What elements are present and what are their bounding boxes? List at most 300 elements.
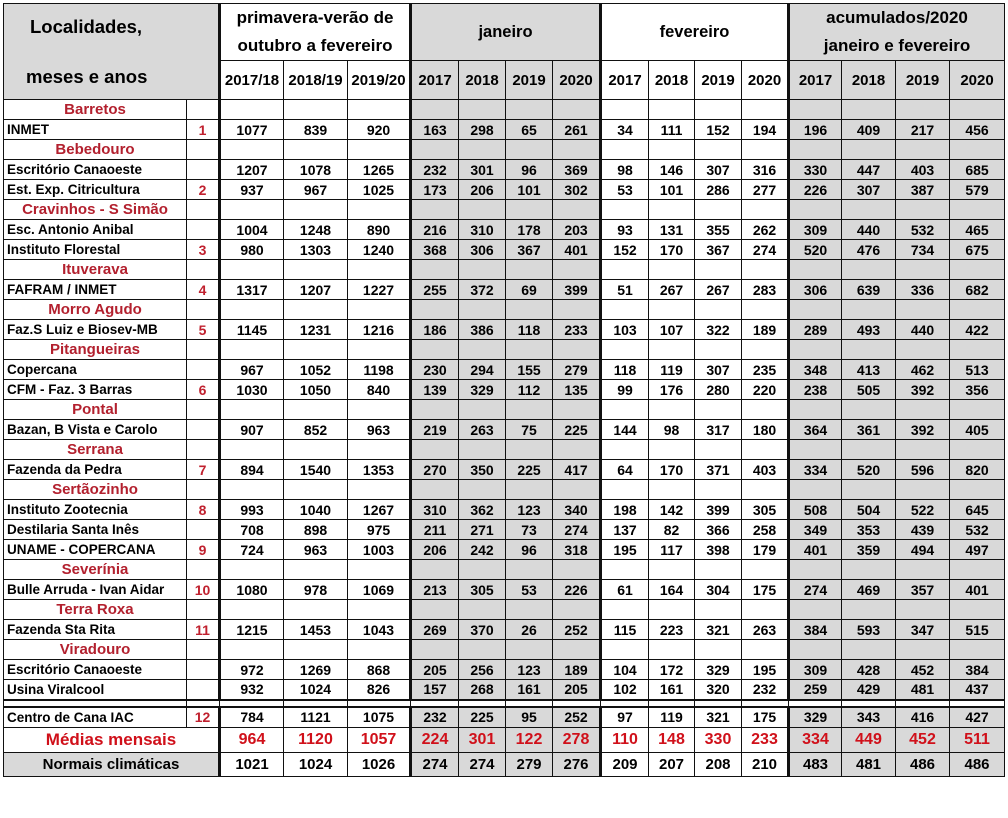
value-cell: 1227 (348, 280, 411, 300)
value-cell: 259 (789, 680, 842, 700)
value-cell: 1303 (284, 240, 348, 260)
blank-cell (459, 140, 506, 160)
media-cell: 110 (601, 728, 649, 753)
value-cell: 520 (842, 460, 896, 480)
media-cell: 511 (950, 728, 1005, 753)
blank-cell (742, 140, 789, 160)
station-number (187, 420, 220, 440)
value-cell: 274 (789, 580, 842, 600)
value-cell: 366 (695, 520, 742, 540)
value-cell: 152 (695, 120, 742, 140)
value-cell: 362 (459, 500, 506, 520)
value-cell: 596 (896, 460, 950, 480)
station-number (187, 220, 220, 240)
value-cell: 309 (789, 660, 842, 680)
value-cell: 1353 (348, 460, 411, 480)
blank-cell (459, 340, 506, 360)
value-cell: 350 (459, 460, 506, 480)
blank-cell (649, 200, 695, 220)
table-row (4, 180, 1005, 200)
value-cell: 230 (411, 360, 459, 380)
blank-cell (220, 260, 284, 280)
value-cell: 993 (220, 500, 284, 520)
value-cell: 387 (896, 180, 950, 200)
value-cell: 118 (601, 360, 649, 380)
value-cell: 279 (553, 360, 601, 380)
blank-cell (553, 200, 601, 220)
blank-cell (284, 640, 348, 660)
value-cell: 336 (896, 280, 950, 300)
value-cell: 96 (506, 540, 553, 560)
blank-cell (553, 300, 601, 320)
table-row (4, 240, 1005, 260)
value-cell: 267 (695, 280, 742, 300)
value-cell: 119 (649, 360, 695, 380)
value-cell: 593 (842, 620, 896, 640)
blank-cell (695, 480, 742, 500)
table-row (4, 220, 1005, 240)
blank-cell (842, 200, 896, 220)
blank-cell (553, 260, 601, 280)
value-cell: 329 (695, 660, 742, 680)
value-cell: 1207 (284, 280, 348, 300)
value-cell: 1248 (284, 220, 348, 240)
value-cell: 1207 (220, 160, 284, 180)
blank-cell (842, 400, 896, 420)
blank-cell (601, 400, 649, 420)
blank-cell (649, 560, 695, 580)
media-cell: 1120 (284, 728, 348, 753)
blank-cell (649, 100, 695, 120)
value-cell: 452 (896, 660, 950, 680)
blank-cell (842, 480, 896, 500)
table-row (4, 660, 1005, 680)
feb-year-0: 2017 (601, 61, 649, 100)
blank-cell (284, 140, 348, 160)
feb-year-1: 2018 (649, 61, 695, 100)
blank-cell (742, 200, 789, 220)
blank-cell (649, 600, 695, 620)
value-cell: 180 (742, 420, 789, 440)
station-number: 8 (187, 500, 220, 520)
value-cell: 1121 (284, 707, 348, 728)
blank-cell (789, 200, 842, 220)
value-cell: 724 (220, 540, 284, 560)
normal-cell: 486 (896, 753, 950, 777)
value-cell: 307 (842, 180, 896, 200)
media-cell: 449 (842, 728, 896, 753)
value-cell: 104 (601, 660, 649, 680)
acc-year-1: 2018 (842, 61, 896, 100)
value-cell: 497 (950, 540, 1005, 560)
blank-cell (284, 480, 348, 500)
blank-cell (284, 600, 348, 620)
value-cell: 368 (411, 240, 459, 260)
value-cell: 932 (220, 680, 284, 700)
value-cell: 75 (506, 420, 553, 440)
value-cell: 392 (896, 420, 950, 440)
value-cell: 428 (842, 660, 896, 680)
value-cell: 97 (601, 707, 649, 728)
value-cell: 493 (842, 320, 896, 340)
city-row (4, 300, 1005, 320)
media-cell: 122 (506, 728, 553, 753)
value-cell: 189 (553, 660, 601, 680)
value-cell: 205 (553, 680, 601, 700)
blank-cell (220, 200, 284, 220)
value-cell: 439 (896, 520, 950, 540)
value-cell: 409 (842, 120, 896, 140)
value-cell: 277 (742, 180, 789, 200)
blank-cell (411, 200, 459, 220)
value-cell: 1003 (348, 540, 411, 560)
value-cell: 101 (649, 180, 695, 200)
blank-cell (842, 140, 896, 160)
blank-cell (506, 260, 553, 280)
value-cell: 532 (950, 520, 1005, 540)
station-number: 3 (187, 240, 220, 260)
separator-cell (411, 700, 459, 707)
table-row (4, 620, 1005, 640)
normal-cell: 208 (695, 753, 742, 777)
city-num-blank (187, 400, 220, 420)
city-name: Severínia (4, 560, 187, 580)
value-cell: 123 (506, 500, 553, 520)
blank-cell (553, 100, 601, 120)
city-num-blank (187, 480, 220, 500)
blank-cell (896, 300, 950, 320)
value-cell: 226 (789, 180, 842, 200)
blank-cell (506, 480, 553, 500)
value-cell: 118 (506, 320, 553, 340)
value-cell: 195 (601, 540, 649, 560)
station-name: Esc. Antonio Anibal (4, 220, 187, 240)
city-name: Serrana (4, 440, 187, 460)
station-number: 1 (187, 120, 220, 140)
blank-cell (742, 260, 789, 280)
value-cell: 144 (601, 420, 649, 440)
table-row (4, 380, 1005, 400)
blank-cell (842, 260, 896, 280)
value-cell: 269 (411, 620, 459, 640)
blank-cell (220, 300, 284, 320)
value-cell: 508 (789, 500, 842, 520)
blank-cell (789, 300, 842, 320)
city-num-blank (187, 340, 220, 360)
blank-cell (601, 340, 649, 360)
table-row (4, 360, 1005, 380)
value-cell: 839 (284, 120, 348, 140)
pv-line2: outubro a fevereiro (237, 36, 393, 55)
value-cell: 123 (506, 660, 553, 680)
city-name: Sertãozinho (4, 480, 187, 500)
value-cell: 307 (695, 360, 742, 380)
value-cell: 401 (789, 540, 842, 560)
value-cell: 440 (842, 220, 896, 240)
blank-cell (742, 440, 789, 460)
value-cell: 343 (842, 707, 896, 728)
normal-cell: 276 (553, 753, 601, 777)
value-cell: 1215 (220, 620, 284, 640)
city-num-blank (187, 300, 220, 320)
blank-cell (348, 140, 411, 160)
blank-cell (284, 200, 348, 220)
value-cell: 1080 (220, 580, 284, 600)
blank-cell (789, 440, 842, 460)
localidades-line2: meses e anos (26, 65, 148, 87)
value-cell: 440 (896, 320, 950, 340)
blank-cell (411, 600, 459, 620)
value-cell: 1216 (348, 320, 411, 340)
media-cell: 148 (649, 728, 695, 753)
blank-cell (896, 340, 950, 360)
blank-cell (695, 100, 742, 120)
normal-cell: 209 (601, 753, 649, 777)
blank-cell (695, 440, 742, 460)
value-cell: 505 (842, 380, 896, 400)
media-cell: 1057 (348, 728, 411, 753)
value-cell: 172 (649, 660, 695, 680)
blank-cell (459, 560, 506, 580)
value-cell: 258 (742, 520, 789, 540)
blank-cell (348, 640, 411, 660)
value-cell: 1077 (220, 120, 284, 140)
station-name: CFM - Faz. 3 Barras (4, 380, 187, 400)
value-cell: 307 (695, 160, 742, 180)
pv-year-0: 2017/18 (220, 61, 284, 100)
value-cell: 1043 (348, 620, 411, 640)
normal-cell: 274 (459, 753, 506, 777)
value-cell: 82 (649, 520, 695, 540)
station-name: Fazenda Sta Rita (4, 620, 187, 640)
value-cell: 1069 (348, 580, 411, 600)
value-cell: 685 (950, 160, 1005, 180)
blank-cell (459, 200, 506, 220)
blank-cell (601, 140, 649, 160)
value-cell: 462 (896, 360, 950, 380)
value-cell: 69 (506, 280, 553, 300)
value-cell: 359 (842, 540, 896, 560)
city-name: Barretos (4, 100, 187, 120)
blank-cell (896, 640, 950, 660)
value-cell: 157 (411, 680, 459, 700)
normal-cell: 274 (411, 753, 459, 777)
blank-cell (601, 440, 649, 460)
blank-cell (695, 340, 742, 360)
value-cell: 164 (649, 580, 695, 600)
blank-cell (649, 400, 695, 420)
value-cell: 216 (411, 220, 459, 240)
acc-year-0: 2017 (789, 61, 842, 100)
city-name: Terra Roxa (4, 600, 187, 620)
blank-cell (348, 200, 411, 220)
city-num-blank (187, 640, 220, 660)
city-num-blank (187, 260, 220, 280)
value-cell: 51 (601, 280, 649, 300)
blank-cell (348, 480, 411, 500)
value-cell: 361 (842, 420, 896, 440)
value-cell: 405 (950, 420, 1005, 440)
value-cell: 73 (506, 520, 553, 540)
value-cell: 139 (411, 380, 459, 400)
value-cell: 1040 (284, 500, 348, 520)
blank-cell (950, 480, 1005, 500)
station-name: FAFRAM / INMET (4, 280, 187, 300)
value-cell: 978 (284, 580, 348, 600)
separator-cell (4, 700, 187, 707)
value-cell: 217 (896, 120, 950, 140)
station-name: Bulle Arruda - Ivan Aidar (4, 580, 187, 600)
blank-cell (950, 300, 1005, 320)
value-cell: 384 (950, 660, 1005, 680)
value-cell: 1269 (284, 660, 348, 680)
city-row (4, 100, 1005, 120)
city-name: Ituverava (4, 260, 187, 280)
city-row (4, 400, 1005, 420)
value-cell: 119 (649, 707, 695, 728)
blank-cell (601, 560, 649, 580)
media-cell: 452 (896, 728, 950, 753)
value-cell: 101 (506, 180, 553, 200)
blank-cell (411, 640, 459, 660)
value-cell: 61 (601, 580, 649, 600)
station-number: 5 (187, 320, 220, 340)
value-cell: 340 (553, 500, 601, 520)
city-num-blank (187, 200, 220, 220)
blank-cell (506, 140, 553, 160)
localidades-line1: Localidades, (30, 15, 143, 37)
value-cell: 225 (553, 420, 601, 440)
blank-cell (220, 480, 284, 500)
value-cell: 347 (896, 620, 950, 640)
pv-year-1: 2018/19 (284, 61, 348, 100)
media-cell: 330 (695, 728, 742, 753)
value-cell: 163 (411, 120, 459, 140)
value-cell: 280 (695, 380, 742, 400)
value-cell: 137 (601, 520, 649, 540)
separator-cell (459, 700, 506, 707)
blank-cell (348, 400, 411, 420)
separator-cell (742, 700, 789, 707)
blank-cell (896, 200, 950, 220)
city-row (4, 340, 1005, 360)
normal-cell: 210 (742, 753, 789, 777)
blank-cell (649, 340, 695, 360)
value-cell: 708 (220, 520, 284, 540)
city-name: Pontal (4, 400, 187, 420)
value-cell: 682 (950, 280, 1005, 300)
jan-year-1: 2018 (459, 61, 506, 100)
separator-cell (187, 700, 220, 707)
value-cell: 1317 (220, 280, 284, 300)
value-cell: 111 (649, 120, 695, 140)
blank-cell (459, 100, 506, 120)
value-cell: 135 (553, 380, 601, 400)
blank-cell (506, 340, 553, 360)
value-cell: 306 (789, 280, 842, 300)
value-cell: 963 (348, 420, 411, 440)
header-row-1 (4, 4, 1005, 61)
value-cell: 268 (459, 680, 506, 700)
value-cell: 357 (896, 580, 950, 600)
blank-cell (220, 140, 284, 160)
city-row (4, 140, 1005, 160)
normal-cell: 486 (950, 753, 1005, 777)
value-cell: 115 (601, 620, 649, 640)
value-cell: 364 (789, 420, 842, 440)
value-cell: 289 (789, 320, 842, 340)
value-cell: 1025 (348, 180, 411, 200)
value-cell: 252 (553, 707, 601, 728)
station-number: 11 (187, 620, 220, 640)
city-row (4, 600, 1005, 620)
value-cell: 522 (896, 500, 950, 520)
value-cell: 370 (459, 620, 506, 640)
value-cell: 225 (506, 460, 553, 480)
value-cell: 26 (506, 620, 553, 640)
blank-cell (789, 100, 842, 120)
blank-cell (695, 400, 742, 420)
blank-cell (348, 100, 411, 120)
value-cell: 142 (649, 500, 695, 520)
blank-cell (284, 100, 348, 120)
city-row (4, 640, 1005, 660)
value-cell: 175 (742, 580, 789, 600)
city-num-blank (187, 440, 220, 460)
blank-cell (284, 400, 348, 420)
media-cell: 301 (459, 728, 506, 753)
separator-cell (842, 700, 896, 707)
table-row (4, 580, 1005, 600)
blank-cell (506, 560, 553, 580)
blank-cell (553, 640, 601, 660)
separator-cell (950, 700, 1005, 707)
value-cell: 34 (601, 120, 649, 140)
table-row (4, 680, 1005, 700)
blank-cell (789, 480, 842, 500)
blank-cell (220, 560, 284, 580)
value-cell: 219 (411, 420, 459, 440)
blank-cell (842, 340, 896, 360)
acumulados-header (789, 4, 1005, 61)
station-number: 4 (187, 280, 220, 300)
city-name: Pitangueiras (4, 340, 187, 360)
value-cell: 384 (789, 620, 842, 640)
blank-cell (220, 640, 284, 660)
value-cell: 399 (695, 500, 742, 520)
value-cell: 274 (553, 520, 601, 540)
city-name: Bebedouro (4, 140, 187, 160)
feb-year-2: 2019 (695, 61, 742, 100)
blank-cell (411, 440, 459, 460)
value-cell: 1050 (284, 380, 348, 400)
value-cell: 1052 (284, 360, 348, 380)
blank-cell (459, 600, 506, 620)
acc-year-2: 2019 (896, 61, 950, 100)
value-cell: 198 (601, 500, 649, 520)
jan-year-2: 2019 (506, 61, 553, 100)
value-cell: 263 (742, 620, 789, 640)
feb-year-3: 2020 (742, 61, 789, 100)
blank-cell (649, 640, 695, 660)
value-cell: 261 (553, 120, 601, 140)
station-name: Escritório Canaoeste (4, 160, 187, 180)
blank-cell (789, 140, 842, 160)
city-num-blank (187, 100, 220, 120)
blank-cell (896, 260, 950, 280)
rainfall-table (3, 3, 1005, 777)
value-cell: 283 (742, 280, 789, 300)
